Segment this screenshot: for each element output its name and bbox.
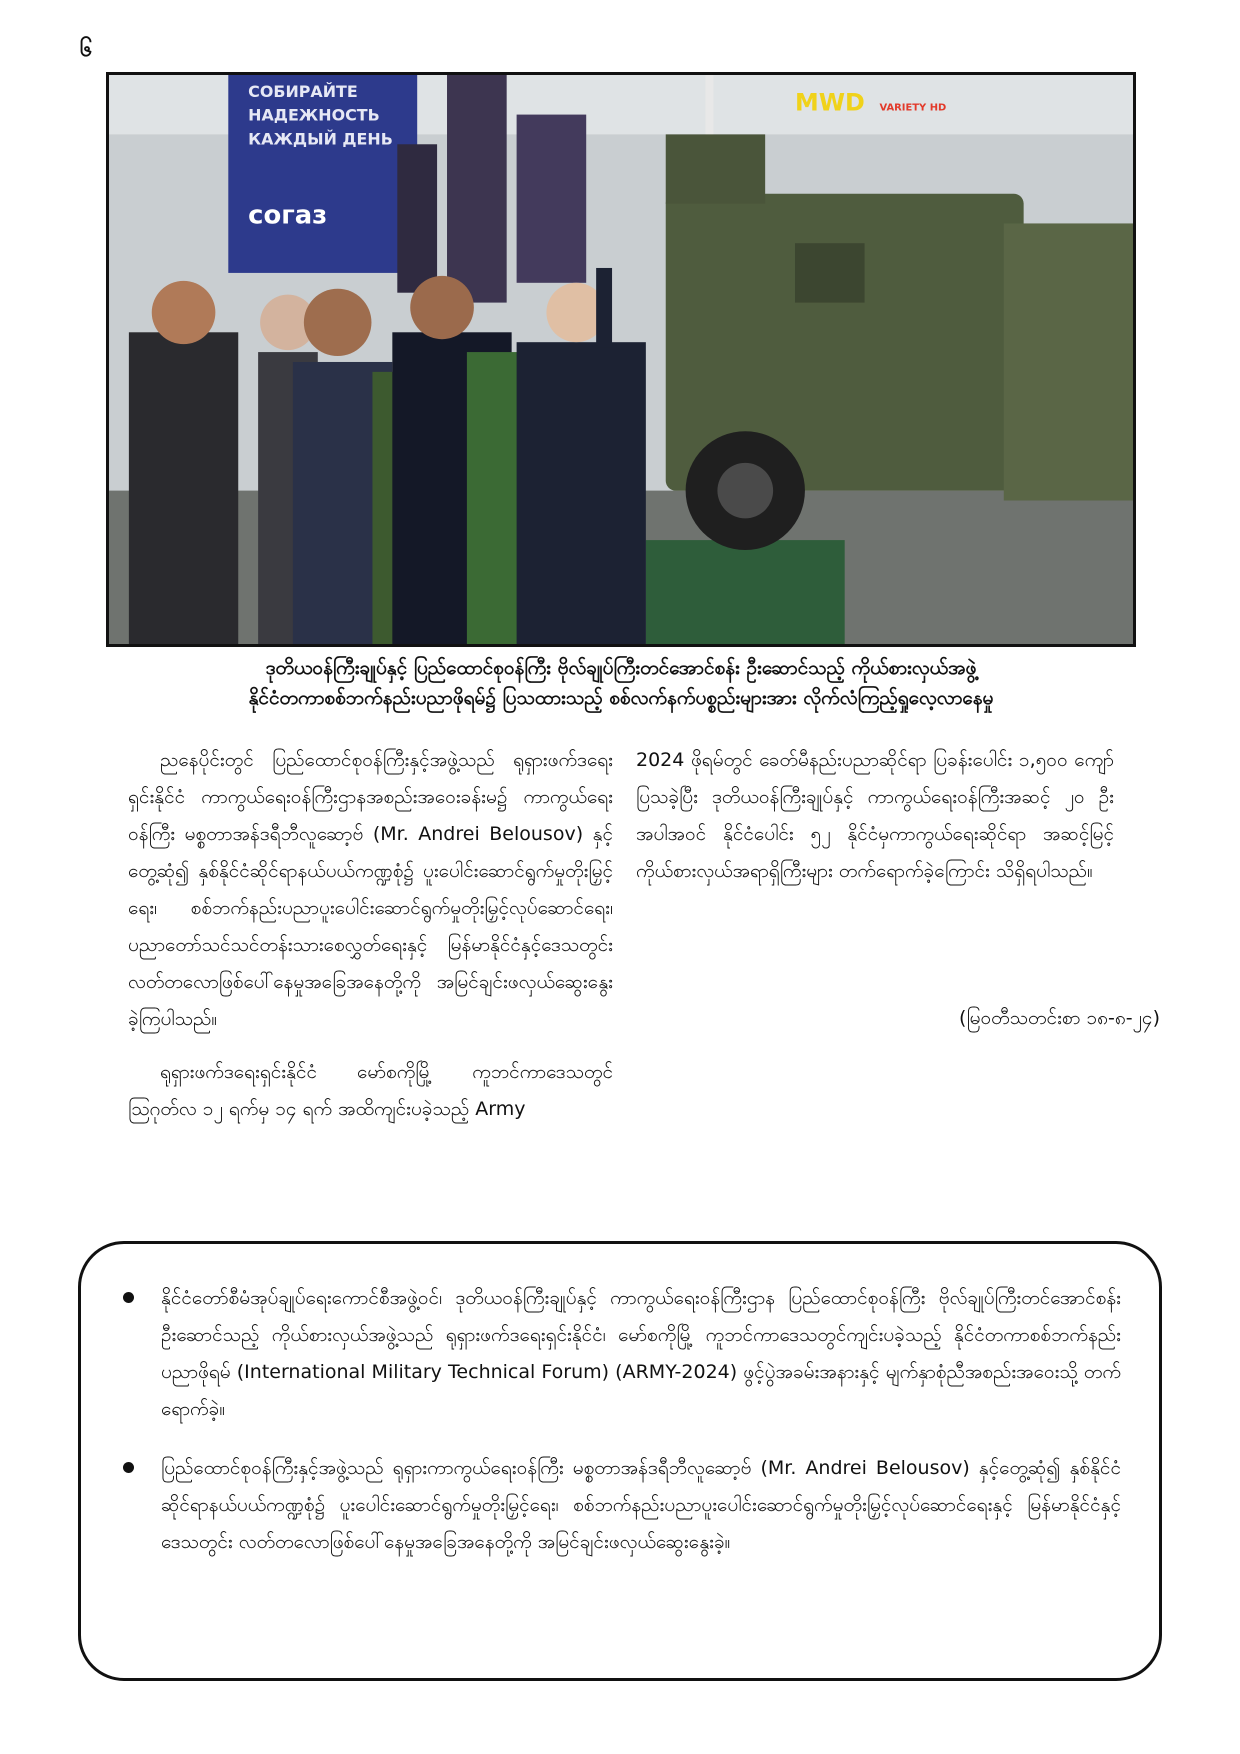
channel-logo-sub: VARIETY HD	[879, 102, 947, 114]
page-number: ၆	[80, 37, 93, 62]
summary-list	[121, 1280, 1121, 1561]
banner-text-1: СОБИРАЙТЕ	[248, 81, 358, 101]
summary-text: ပြည်ထောင်စုဝန်ကြီးနှင့်အဖွဲ့သည် ရုရှားကာကွယ်ရေးဝန်ကြီး မစ္စတာအန်ဒရီဘီလူဆော့ဗ် (Mr. Andrei Belousov) နှင့်တွေ့ဆုံ၍ နှစ်နိုင်ငံဆိုင်ရာနယ်ပယ်ကဏ္ဍစုံ၌ ပူးပေါင်းဆောင်ရွက်မှုတိုးမြှင့်ရေး၊ စစ်ဘက်နည်းပညာပူးပေါင်းဆောင်ရွက်မှုတိုးမြှင့်လုပ်ဆောင်ရေးနှင့် မြန်မာနိုင်ငံနှင့် ဒေသတွင်း လတ်တလောဖြစ်ပေါ်နေမှုအခြေအနေတို့ကို အမြင်ချင်းဖလှယ်ဆွေးနွေးခဲ့။	[161, 1457, 1121, 1553]
summary-box	[78, 1241, 1162, 1681]
channel-logo: MWD	[794, 88, 865, 117]
news-photo	[106, 72, 1136, 647]
summary-item	[121, 1280, 1121, 1428]
caption-line-2: နိုင်ငံတကာစစ်ဘက်နည်းပညာဖိုရမ်၌ ပြသထားသည့် စစ်လက်နက်ပစ္စည်းများအား လိုက်လံကြည့်ရှုလေ့လာနေမှု	[248, 687, 994, 709]
photo-illustration	[109, 75, 1133, 644]
caption-line-1: ဒုတိယဝန်ကြီးချုပ်နှင့် ပြည်ထောင်စုဝန်ကြီး ဗိုလ်ချုပ်ကြီးတင်အောင်စန်း ဦးဆောင်သည့် ကိုယ်စားလှယ်အဖွဲ့	[265, 657, 977, 679]
person-1	[129, 332, 238, 644]
banner-text-2: НАДЕЖНОСТЬ	[248, 105, 380, 125]
article-paragraph: 2024 ဖိုရမ်တွင် ခေတ်မီနည်းပညာဆိုင်ရာ ပြခန်းပေါင်း ၁,၅၀၀ ကျော်ပြသခဲ့ပြီး ဒုတိယဝန်ကြီးချုပ်နှင့် ကာကွယ်ရေးဝန်ကြီးအဆင့် ၂၀ ဦးအပါအဝင် နိုင်ငံပေါင်း ၅၂ နိုင်ငံမှကာကွယ်ရေးဆိုင်ရာ အဆင့်မြင့်ကိုယ်စားလှယ်အရာရှိကြီးများ တက်ရောက်ခဲ့ကြောင်း သိရှိရပါသည်။	[636, 749, 1114, 882]
summary-text: နိုင်ငံတော်စီမံအုပ်ချုပ်ရေးကောင်စီအဖွဲ့ဝင်၊ ဒုတိယဝန်ကြီးချုပ်နှင့် ကာကွယ်ရေးဝန်ကြီးဌာန ပြည်ထောင်စုဝန်ကြီး ဗိုလ်ချုပ်ကြီးတင်အောင်စန်းဦးဆောင်သည့် ကိုယ်စားလှယ်အဖွဲ့သည် ရုရှားဖက်ဒရေးရှင်းနိုင်ငံ၊ မော်စကိုမြို့ ကူဘင်ကာဒေသတွင်ကျင်းပခဲ့သည့် နိုင်ငံတကာစစ်ဘက်နည်းပညာဖိုရမ် (International Military Technical Forum) (ARMY-2024) ဖွင့်ပွဲအခမ်းအနားနှင့် မျက်နှာစုံညီအစည်းအဝေးသို့ တက်ရောက်ခဲ့။	[161, 1287, 1121, 1420]
photo-caption	[106, 653, 1136, 713]
summary-item	[121, 1450, 1121, 1561]
bullet-icon	[123, 1462, 134, 1473]
banner-brand: согаз	[248, 200, 328, 231]
banner-text-3: КАЖДЫЙ ДЕНЬ	[248, 129, 393, 149]
bullet-icon	[123, 1292, 134, 1303]
article-paragraph: ညနေပိုင်းတွင် ပြည်ထောင်စုဝန်ကြီးနှင့်အဖွဲ့သည် ရုရှားဖက်ဒရေးရှင်းနိုင်ငံ ကာကွယ်ရေးဝန်ကြီးဌာနအစည်းအဝေးခန်းမ၌ ကာကွယ်ရေးဝန်ကြီး မစ္စတာအန်ဒရီဘီလူဆော့ဗ် (Mr. Andrei Belousov) နှင့်တွေ့ဆုံ၍ နှစ်နိုင်ငံဆိုင်ရာနယ်ပယ်ကဏ္ဍစုံ၌ ပူးပေါင်းဆောင်ရွက်မှုတိုးမြှင့်ရေး၊ စစ်ဘက်နည်းပညာပူးပေါင်းဆောင်ရွက်မှုတိုးမြှင့်လုပ်ဆောင်ရေး၊ ပညာတော်သင်သင်တန်းသားစေလွှတ်ရေးနှင့် မြန်မာနိုင်ငံနှင့်ဒေသတွင်း လတ်တလောဖြစ်ပေါ်နေမှုအခြေအနေတို့ကို အမြင်ချင်းဖလှယ်ဆွေးနွေးခဲ့ကြပါသည်။	[128, 749, 613, 1030]
article-right-column	[636, 742, 1114, 906]
source-text: (မြဝတီသတင်းစာ ၁၈-၈-၂၄)	[959, 1007, 1160, 1029]
article-left-column	[128, 742, 613, 1144]
person-4	[517, 342, 646, 644]
article-source	[636, 1006, 1160, 1034]
article-paragraph: ရုရှားဖက်ဒရေးရှင်းနိုင်ငံ မော်စကိုမြို့ ကူဘင်ကာဒေသတွင် ဩဂုတ်လ ၁၂ ရက်မှ ၁၄ ရက် အထိကျင်းပခဲ့သည့် Army	[128, 1061, 613, 1120]
